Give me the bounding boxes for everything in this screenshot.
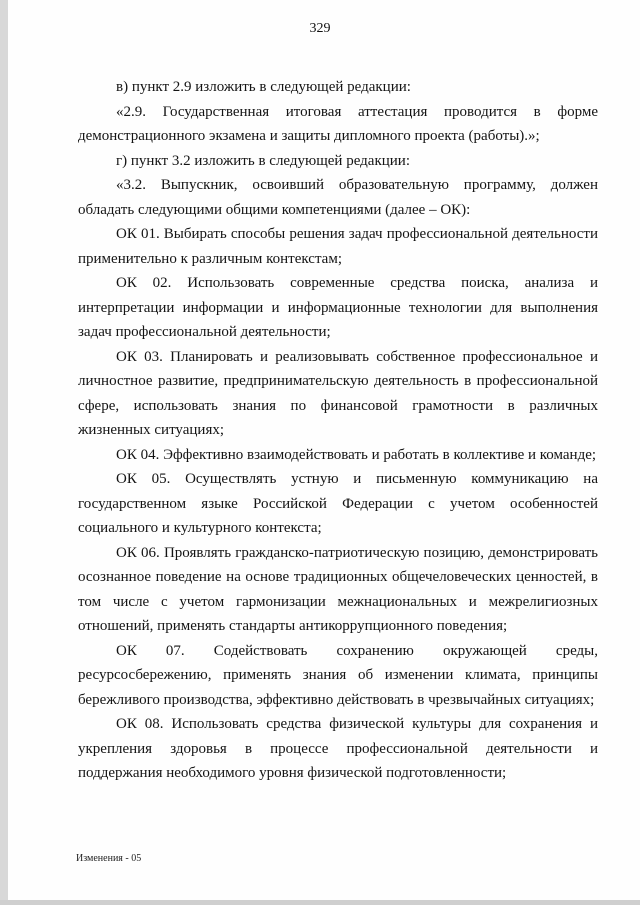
paragraph-clause-2-9: «2.9. Государственная итоговая аттестация проводится в форме демонстрационного экзамена и защиты дипломного проекта (работы).»; — [78, 103, 598, 144]
document-body — [78, 75, 598, 786]
scan-edge-bottom — [0, 900, 640, 905]
paragraph-ok-06: ОК 06. Проявлять гражданско-патриотическую позицию, демонстрировать осознанное поведение на основе традиционных общечеловеческих ценностей, в том числе с учетом гармонизации межнациональных и межрелигиозных отношений, применять стандарты антикоррупционного поведения; — [78, 544, 598, 634]
scan-edge-left — [0, 0, 8, 905]
footer-revision-note: Изменения - 05 — [76, 853, 142, 864]
paragraph-item-v: в) пункт 2.9 изложить в следующей редакции: — [116, 79, 411, 95]
paragraph-ok-07: ОК 07. Содействовать сохранению окружающей среды, ресурсосбережению, применять знания об изменении климата, принципы бережливого производства, эффективно действовать в чрезвычайных ситуациях; — [78, 642, 598, 708]
paragraph-ok-02: ОК 02. Использовать современные средства поиска, анализа и интерпретации информации и информационные технологии для выполнения задач профессиональной деятельности; — [78, 275, 598, 340]
paragraph-item-g: г) пункт 3.2 изложить в следующей редакции: — [116, 152, 410, 169]
paragraph-ok-05: ОК 05. Осуществлять устную и письменную коммуникацию на государственном языке Российской Федерации с учетом особенностей социального и культурного контекста; — [78, 471, 598, 536]
paragraph-ok-08: ОК 08. Использовать средства физической культуры для сохранения и укрепления здоровья в процессе профессиональной деятельности и поддержания необходимого уровня физической подготовленности; — [78, 716, 598, 781]
paragraph-ok-04: ОК 04. Эффективно взаимодействовать и работать в коллективе и команде; — [116, 446, 597, 463]
paragraph-clause-3-2: «3.2. Выпускник, освоивший образовательную программу, должен обладать следующими общими компетенциями (далее – ОК): — [78, 177, 598, 218]
paragraph-ok-01: ОК 01. Выбирать способы решения задач профессиональной деятельности применительно к различным контекстам; — [78, 226, 598, 267]
paragraph-ok-03: ОК 03. Планировать и реализовывать собственное профессиональное и личностное развитие, предпринимательскую деятельность в профессиональной сфере, использовать знания по финансовой грамотности в различных жизненных ситуациях; — [78, 348, 598, 438]
page-number: 329 — [309, 21, 331, 36]
